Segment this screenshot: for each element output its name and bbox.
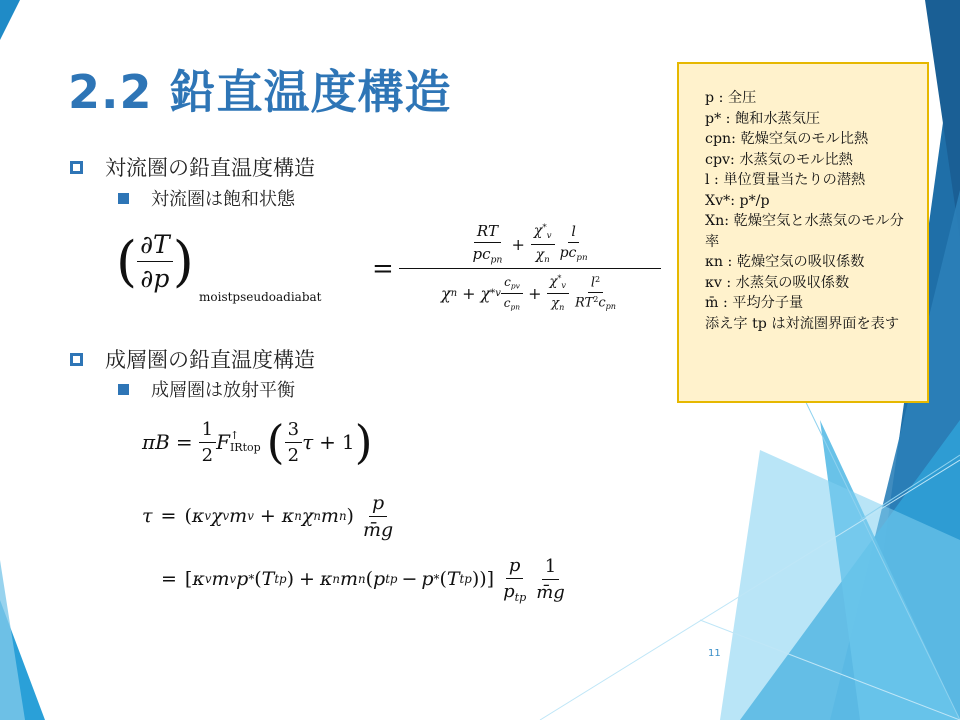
sub-item-text: 対流圏は飽和状態 — [151, 189, 295, 210]
section-heading-troposphere — [70, 152, 315, 182]
equation-moist-pseudoadiabat: ( $\frac{\partial T}{\partial p}$ ) moistpseudoadiabat = $\frac{RT}{pc_{pn}}$ + $\frac{\chi^*_v}{\chi_n}$ $\frac{l}{pc_{pn}}$ χ n + χ * v $\frac{c_{pv}}{c_{pn}}$ + $\frac{\chi^*_v}{\chi_n}$ $\frac{l^2}{RT^2c_{pn}}$ — [116, 220, 661, 320]
legend-line: p* : 飽和水蒸気圧 — [705, 110, 821, 127]
symbol-legend-box — [677, 62, 929, 403]
legend-line: l : 単位質量当たりの潜熱 — [705, 172, 866, 188]
section-heading-text: 成層圏の鉛直温度構造 — [105, 348, 315, 372]
legend-line: κv : 水蒸気の吸収係数 — [705, 274, 850, 291]
sub-item-text: 成層圏は放射平衡 — [151, 380, 295, 401]
hollow-square-bullet-icon — [70, 353, 83, 366]
legend-line: Xn: 乾燥空気と水蒸気のモル分率 — [705, 213, 904, 250]
legend-line: cpn: 乾燥空気のモル比熱 — [705, 131, 869, 147]
lapse-subscript: moistpseudoadiabat — [199, 290, 322, 304]
section-heading-stratosphere — [70, 344, 315, 374]
legend-line: κn : 乾燥空気の吸収係数 — [705, 254, 865, 270]
hollow-square-bullet-icon — [70, 161, 83, 174]
equation-radiative-equilibrium: πB = $\frac{1}{2}$ F ↑ IRtop ( $\frac{3}{2}$ τ + 1 ) — [142, 415, 373, 469]
irtop-subscript: IRtop — [229, 441, 261, 454]
legend-line: p : 全圧 — [705, 90, 757, 106]
page-number: 11 — [708, 648, 721, 659]
legend-line: 添え字 tp は対流圏界面を表す — [705, 315, 900, 332]
filled-square-bullet-icon — [118, 384, 129, 395]
sub-item-troposphere — [118, 185, 295, 211]
legend-line: m̄ : 平均分子量 — [705, 295, 804, 311]
equation-optical-depth-expanded: = [ κ v m v p * ( T tp ) + κ n m n ( p tp − p * ( T tp ))] $\frac{p}{p_{tp}}$ $\frac{1}{m̄g}$ — [161, 554, 565, 604]
legend-line: Xv*: p*/p — [705, 192, 770, 209]
equation-optical-depth: τ = ( κ v χ v m v + κ n χ n m n ) $\frac{p}{m̄g}$ — [142, 491, 394, 541]
section-heading-text: 対流圏の鉛直温度構造 — [105, 156, 315, 180]
sub-item-stratosphere — [118, 376, 295, 402]
legend-line: cpv: 水蒸気のモル比熱 — [705, 151, 853, 168]
slide-title: 2.2 鉛直温度構造 — [68, 65, 452, 119]
filled-square-bullet-icon — [118, 193, 129, 204]
